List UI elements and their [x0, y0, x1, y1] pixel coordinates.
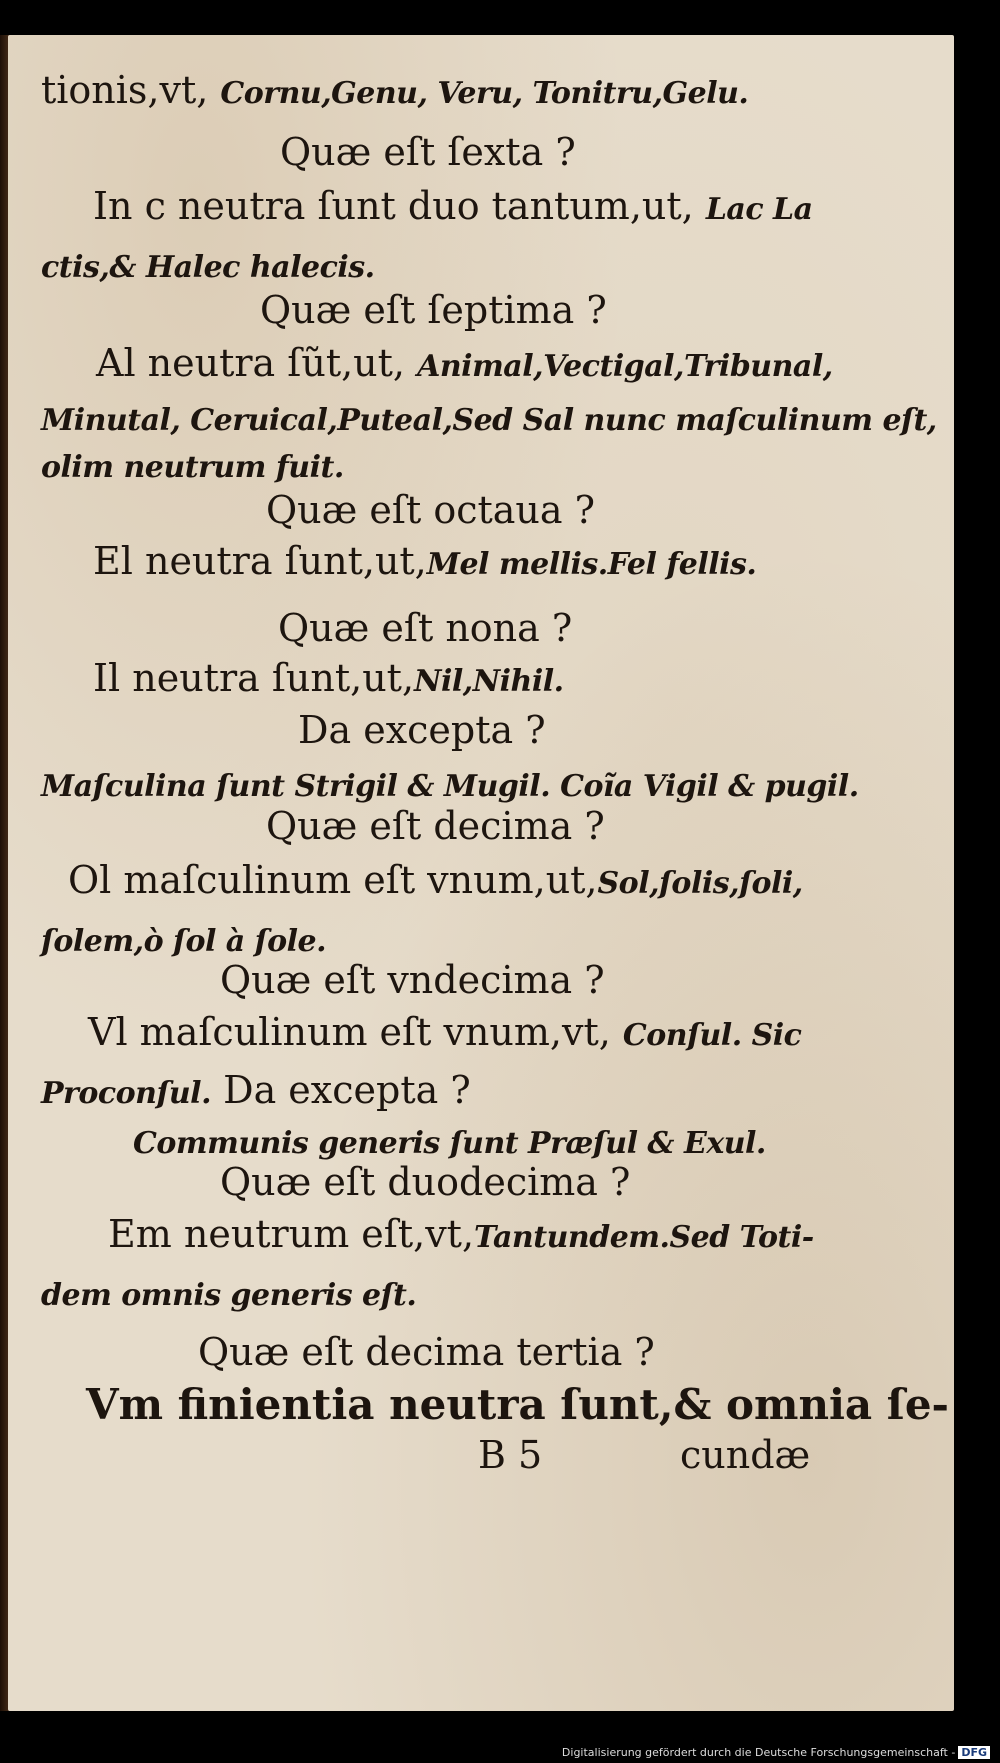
italic-segment: ſolem,ò ſol à ſole.	[41, 924, 327, 959]
italic-segment: dem omnis generis eſt.	[41, 1278, 417, 1313]
document-page	[8, 35, 954, 1711]
text-line	[220, 958, 605, 1002]
text-line	[278, 606, 572, 650]
italic-segment: olim neutrum fuit.	[41, 450, 344, 485]
text-line	[41, 68, 748, 116]
footer-text: Digitalisierung gefördert durch die Deutsche Forschungsgemeinschaft -	[561, 1746, 956, 1759]
text-segment: Quæ eſt decima ?	[266, 804, 605, 848]
text-line	[298, 708, 546, 752]
text-line	[86, 1380, 949, 1429]
text-segment: El neutra ſunt,ut,	[93, 539, 427, 583]
text-line	[220, 1160, 630, 1204]
text-line	[266, 488, 595, 532]
text-line	[68, 858, 803, 906]
text-line	[93, 184, 813, 232]
text-segment: Quæ eſt ſexta ?	[280, 130, 576, 174]
text-segment: Quæ eſt duodecima ?	[220, 1160, 631, 1204]
text-segment: cundæ	[680, 1433, 811, 1477]
text-line	[266, 804, 605, 848]
italic-segment: Animal,Vectigal,Tribunal,	[417, 349, 833, 384]
italic-segment: Sol,ſolis,ſoli,	[597, 866, 803, 901]
text-segment: Da excepta ?	[298, 708, 546, 752]
italic-segment: Communis generis ſunt Præſul & Exul.	[133, 1126, 766, 1161]
text-segment: Il neutra ſunt,ut,	[93, 656, 415, 700]
text-segment: In c neutra ſunt duo tantum,ut,	[93, 184, 706, 228]
text-segment: Quæ eſt ſeptima ?	[260, 288, 607, 332]
italic-segment: Maſculina ſunt Strigil & Mugil. Coĩa Vigil & pugil.	[41, 769, 859, 804]
text-line	[41, 395, 937, 443]
text-segment: Quæ eſt decima tertia ?	[198, 1330, 655, 1374]
italic-segment: Lac La	[705, 192, 813, 227]
text-line	[41, 761, 859, 809]
text-segment: Da excepta ?	[211, 1068, 471, 1112]
italic-segment: Minutal, Ceruical,Puteal,Sed Sal nunc maſculinum eſt,	[41, 403, 937, 438]
text-segment: Quæ eſt nona ?	[278, 606, 573, 650]
italic-segment: ctis,& Halec halecis.	[41, 250, 375, 285]
text-line	[108, 1212, 814, 1260]
italic-segment: Conſul. Sic	[622, 1018, 802, 1053]
text-segment: Quæ eſt octaua ?	[266, 488, 595, 532]
text-line	[478, 1433, 542, 1477]
italic-segment: Mel mellis.Fel fellis.	[426, 547, 757, 582]
text-line	[93, 656, 564, 704]
text-segment: Vm finientia neutra ſunt,& omnia ſe-	[86, 1380, 949, 1429]
text-segment: B 5	[478, 1433, 543, 1477]
funding-footer	[562, 1746, 990, 1759]
text-line	[680, 1433, 810, 1477]
italic-segment: Proconſul.	[41, 1076, 212, 1111]
text-line	[260, 288, 607, 332]
italic-segment: Cornu,Genu, Veru, Tonitru,Gelu.	[220, 76, 749, 111]
text-line	[93, 539, 756, 587]
text-line	[41, 1068, 471, 1116]
text-line	[41, 1270, 416, 1318]
text-segment: Ol maſculinum eſt vnum,ut,	[68, 858, 598, 902]
text-line	[198, 1330, 655, 1374]
text-segment: tionis,vt,	[41, 68, 221, 112]
text-line	[133, 1118, 766, 1166]
text-line	[88, 1010, 801, 1058]
italic-segment: Nil,Nihil.	[414, 664, 564, 699]
text-segment: Em neutrum eſt,vt,	[108, 1212, 475, 1256]
text-segment: Al neutra ſũt,ut,	[96, 341, 418, 385]
text-line	[41, 442, 344, 490]
text-line	[41, 242, 375, 290]
text-line	[41, 916, 326, 964]
text-line	[280, 130, 576, 174]
text-segment: Quæ eſt vndecima ?	[220, 958, 605, 1002]
dfg-logo: DFG	[958, 1746, 990, 1759]
text-line	[96, 341, 833, 389]
italic-segment: Tantundem.Sed Toti-	[474, 1220, 814, 1255]
text-segment: Vl maſculinum eſt vnum,vt,	[88, 1010, 623, 1054]
